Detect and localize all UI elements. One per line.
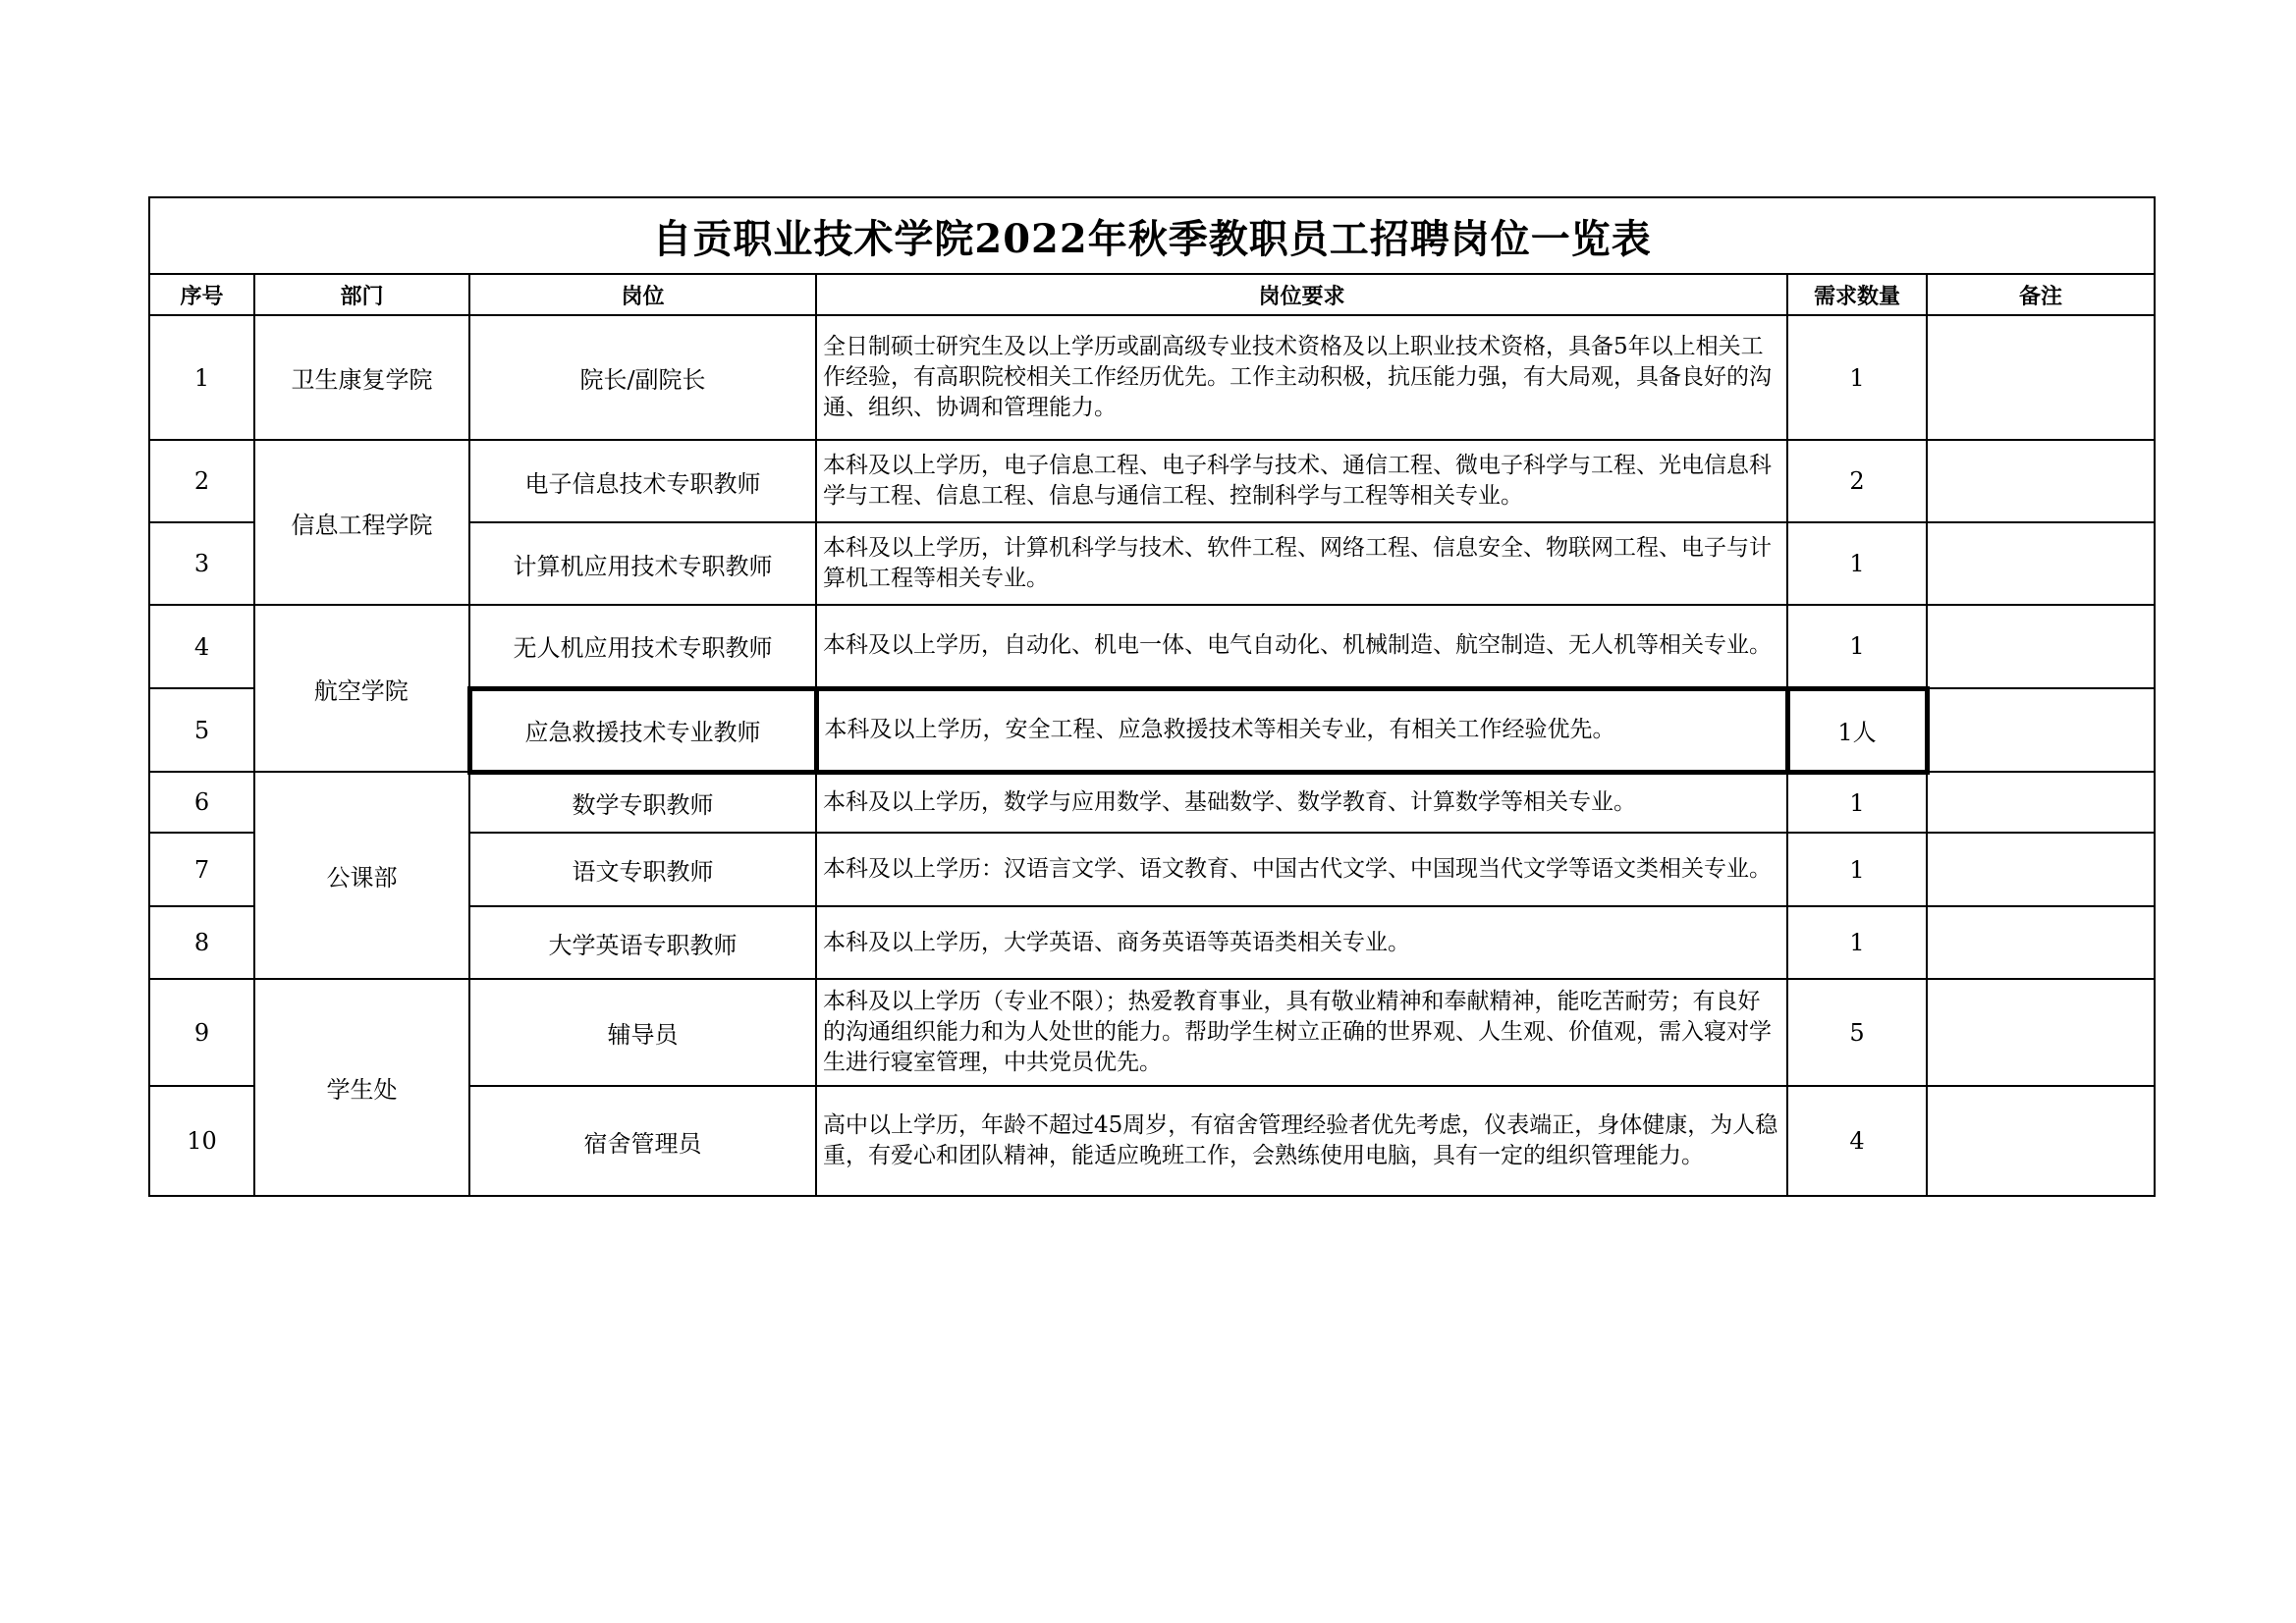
row-post: 辅导员 [469,979,816,1086]
header-remark: 备注 [1927,274,2155,315]
recruitment-table [148,196,2156,1197]
row-post: 计算机应用技术专职教师 [469,522,816,605]
row-post: 宿舍管理员 [469,1086,816,1196]
header-no: 序号 [149,274,254,315]
header-requirement: 岗位要求 [816,274,1787,315]
table-row [149,605,2155,688]
row-post: 应急救援技术专业教师 [469,688,816,772]
row-remark [1927,906,2155,979]
row-count: 1 [1787,833,1927,906]
table-row [149,440,2155,522]
header-count: 需求数量 [1787,274,1927,315]
row-requirement: 高中以上学历，年龄不超过45周岁，有宿舍管理经验者优先考虑，仪表端正，身体健康，为人稳重，有爱心和团队精神，能适应晚班工作，会熟练使用电脑，具有一定的组织管理能力。 [816,1086,1787,1196]
row-remark [1927,772,2155,833]
row-dept: 公课部 [254,772,469,979]
row-requirement: 本科及以上学历，大学英语、商务英语等英语类相关专业。 [816,906,1787,979]
row-count: 4 [1787,1086,1927,1196]
row-dept: 学生处 [254,979,469,1196]
header-post: 岗位 [469,274,816,315]
table-row [149,315,2155,440]
row-count: 1 [1787,772,1927,833]
row-remark [1927,688,2155,772]
row-no: 7 [149,833,254,906]
row-remark [1927,605,2155,688]
row-requirement: 本科及以上学历：汉语言文学、语文教育、中国古代文学、中国现当代文学等语文类相关专业。 [816,833,1787,906]
row-no: 2 [149,440,254,522]
row-post: 电子信息技术专职教师 [469,440,816,522]
row-count: 1 [1787,522,1927,605]
table-row [149,772,2155,833]
row-count: 5 [1787,979,1927,1086]
table-title: 自贡职业技术学院2022年秋季教职员工招聘岗位一览表 [149,197,2155,274]
header-dept: 部门 [254,274,469,315]
row-requirement: 全日制硕士研究生及以上学历或副高级专业技术资格及以上职业技术资格，具备5年以上相关工作经验，有高职院校相关工作经历优先。工作主动积极，抗压能力强，有大局观，具备良好的沟通、组织、协调和管理能力。 [816,315,1787,440]
row-no: 1 [149,315,254,440]
row-dept: 信息工程学院 [254,440,469,605]
row-count: 1人 [1787,688,1927,772]
row-post: 无人机应用技术专职教师 [469,605,816,688]
row-count: 2 [1787,440,1927,522]
row-requirement: 本科及以上学历，计算机科学与技术、软件工程、网络工程、信息安全、物联网工程、电子与计算机工程等相关专业。 [816,522,1787,605]
row-dept: 航空学院 [254,605,469,772]
row-requirement: 本科及以上学历，安全工程、应急救援技术等相关专业，有相关工作经验优先。 [816,688,1787,772]
row-post: 院长/副院长 [469,315,816,440]
row-requirement: 本科及以上学历（专业不限）；热爱教育事业，具有敬业精神和奉献精神，能吃苦耐劳；有良好的沟通组织能力和为人处世的能力。帮助学生树立正确的世界观、人生观、价值观，需入寝对学生进行寝室管理，中共党员优先。 [816,979,1787,1086]
header-row [149,274,2155,315]
row-remark [1927,440,2155,522]
row-count: 1 [1787,906,1927,979]
row-remark [1927,315,2155,440]
row-post: 语文专职教师 [469,833,816,906]
table-row [149,979,2155,1086]
row-count: 1 [1787,605,1927,688]
row-dept: 卫生康复学院 [254,315,469,440]
row-remark [1927,833,2155,906]
row-requirement: 本科及以上学历，数学与应用数学、基础数学、数学教育、计算数学等相关专业。 [816,772,1787,833]
row-remark [1927,522,2155,605]
row-post: 数学专职教师 [469,772,816,833]
row-remark [1927,979,2155,1086]
row-no: 5 [149,688,254,772]
row-remark [1927,1086,2155,1196]
row-no: 9 [149,979,254,1086]
row-no: 6 [149,772,254,833]
row-count: 1 [1787,315,1927,440]
row-no: 10 [149,1086,254,1196]
row-requirement: 本科及以上学历，自动化、机电一体、电气自动化、机械制造、航空制造、无人机等相关专业。 [816,605,1787,688]
row-post: 大学英语专职教师 [469,906,816,979]
row-no: 4 [149,605,254,688]
row-no: 8 [149,906,254,979]
row-requirement: 本科及以上学历，电子信息工程、电子科学与技术、通信工程、微电子科学与工程、光电信息科学与工程、信息工程、信息与通信工程、控制科学与工程等相关专业。 [816,440,1787,522]
row-no: 3 [149,522,254,605]
